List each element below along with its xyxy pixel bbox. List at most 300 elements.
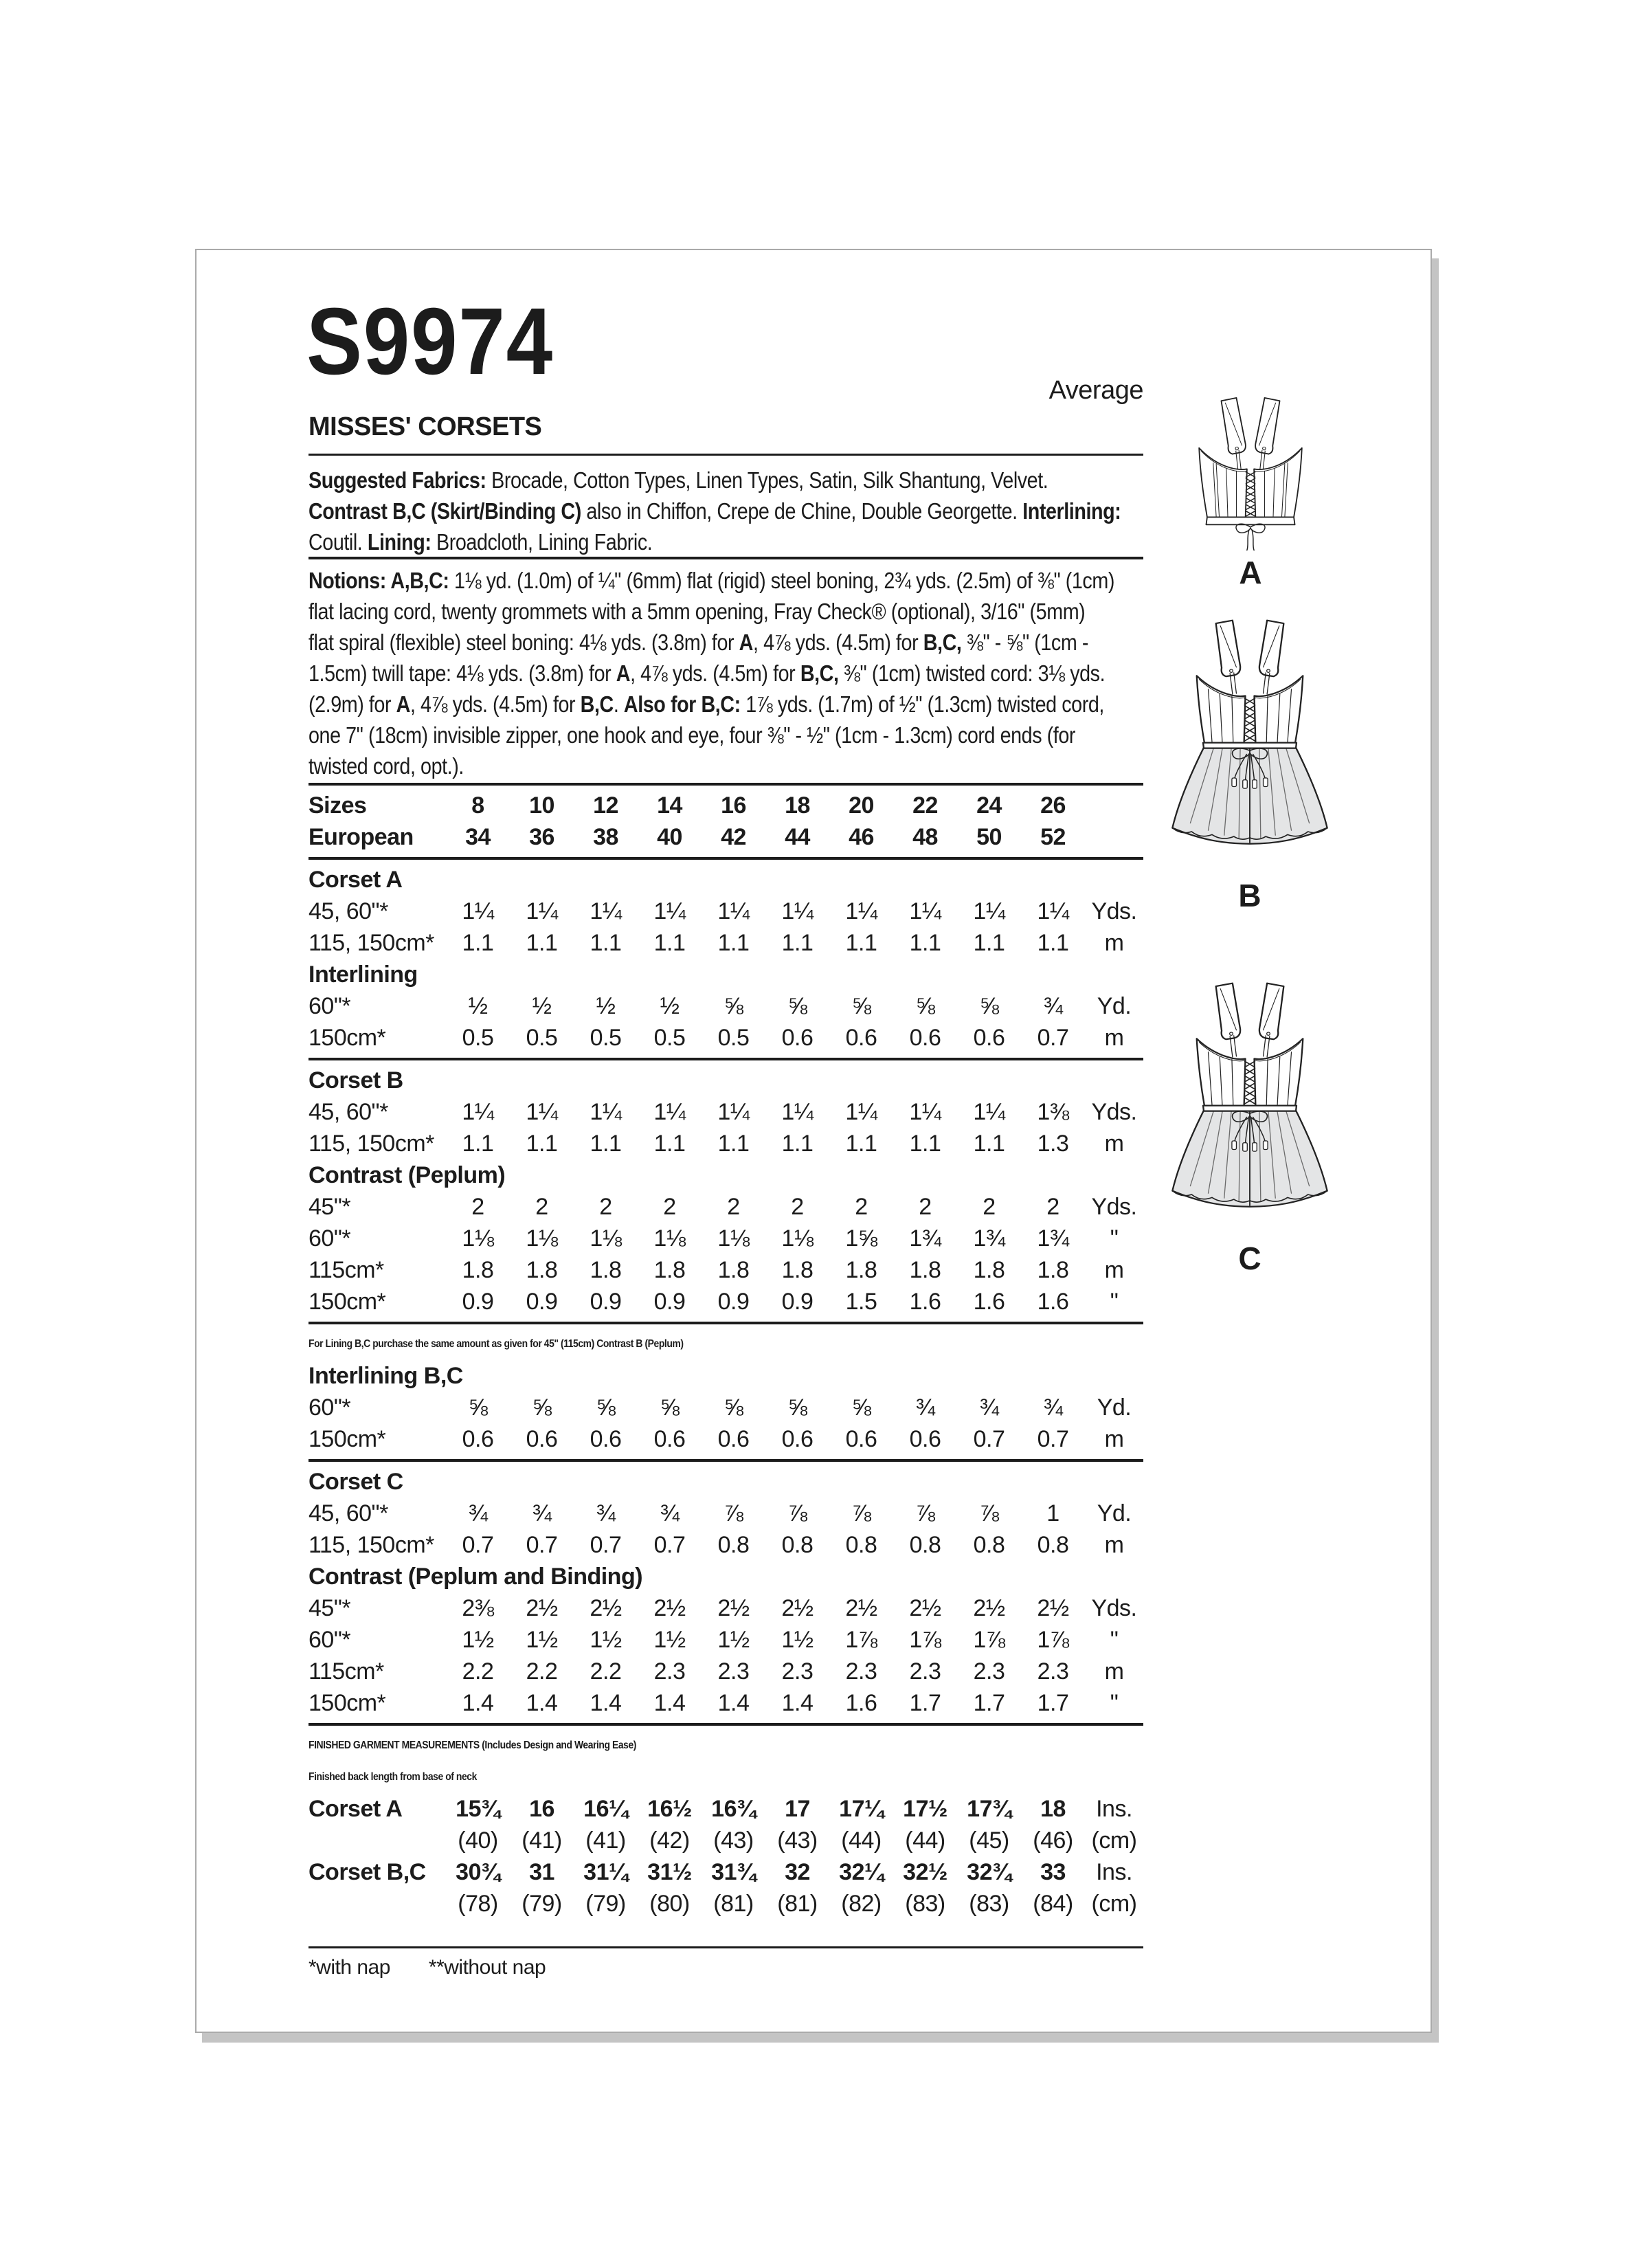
fabrics-divider <box>309 557 1143 559</box>
table-cell: 0.5 <box>717 1024 750 1051</box>
bold-text: B,C <box>580 691 614 717</box>
table-cell: 1½ <box>526 1626 558 1653</box>
table-row <box>309 1254 1143 1286</box>
text: twisted cord, opt.). <box>309 753 464 779</box>
row-label: 45"* <box>309 1594 351 1621</box>
table-cell: 0.8 <box>973 1531 1005 1558</box>
table-cell: 0.6 <box>653 1425 686 1452</box>
row-label: 60"* <box>309 1225 351 1252</box>
unit-cell: m <box>1104 1425 1124 1452</box>
table-cell: 2½ <box>973 1594 1005 1621</box>
table-cell: 2.3 <box>909 1658 941 1685</box>
table-cell: 1⅝ <box>845 1225 877 1252</box>
table-cell: (79) <box>585 1890 626 1917</box>
table-cell: 2.3 <box>845 1658 877 1685</box>
row-label: 150cm* <box>309 1689 386 1716</box>
table-divider <box>309 1723 1143 1726</box>
table-cell: 0.6 <box>973 1024 1005 1051</box>
table-cell: (42) <box>649 1827 690 1854</box>
table-cell: 1⅛ <box>717 1225 750 1252</box>
table-cell: 1¼ <box>526 1098 558 1125</box>
view-a-illustration <box>1190 396 1311 591</box>
table-cell: ¾ <box>1043 1394 1063 1421</box>
table-cell: 1.8 <box>653 1256 686 1283</box>
table-cell: (81) <box>713 1890 754 1917</box>
text: Brocade, Cotton Types, Linen Types, Satin, Silk Shantung, Velvet. <box>486 467 1048 493</box>
bold-text: Suggested Fabrics: <box>309 467 486 493</box>
corset-back-view-drawing <box>1190 396 1311 551</box>
table-cell: 1½ <box>590 1626 622 1653</box>
table-cell: 1¼ <box>717 898 750 924</box>
table-section-header: Corset A <box>309 866 403 893</box>
table-cell: 0.7 <box>526 1531 558 1558</box>
table-cell: 1.8 <box>973 1256 1005 1283</box>
title-divider <box>309 454 1143 456</box>
table-cell: 1.1 <box>653 1130 686 1157</box>
table-row <box>309 1022 1143 1054</box>
table-row <box>309 1825 1143 1856</box>
table-cell: (79) <box>521 1890 562 1917</box>
table-cell: 1.8 <box>781 1256 814 1283</box>
view-c-illustration <box>1157 981 1343 1277</box>
bold-text: Lining: <box>367 529 431 555</box>
table-cell: (43) <box>777 1827 818 1854</box>
table-cell: 1¼ <box>909 1098 941 1125</box>
unit-cell: Yds. <box>1091 1193 1137 1220</box>
text: , 4⅞ yds. (4.5m) for <box>410 691 581 717</box>
unit-cell: " <box>1110 1689 1119 1716</box>
table-cell: 36 <box>529 823 554 850</box>
row-label: 45, 60"* <box>309 898 388 924</box>
table-row <box>309 1656 1143 1687</box>
pattern-envelope-page <box>195 249 1432 2033</box>
table-divider <box>309 783 1143 786</box>
table-cell: 15¾ <box>456 1795 500 1822</box>
bold-text: A <box>396 691 410 717</box>
table-row <box>309 1529 1143 1561</box>
table-note: Finished back length from base of neck <box>309 1771 477 1783</box>
table-cell: 1½ <box>653 1626 686 1653</box>
table-cell: 1.7 <box>1037 1689 1069 1716</box>
table-cell: (84) <box>1033 1890 1073 1917</box>
table-cell: 16 <box>529 1795 554 1822</box>
table-cell: 0.7 <box>1037 1425 1069 1452</box>
table-cell: 1.1 <box>909 1130 941 1157</box>
table-cell: 0.6 <box>717 1425 750 1452</box>
table-cell: 12 <box>593 792 618 819</box>
table-cell: 18 <box>1040 1795 1066 1822</box>
yardage-table <box>309 779 1143 1920</box>
table-cell: 40 <box>657 823 682 850</box>
suggested-fabrics-paragraph <box>309 465 1121 557</box>
table-cell: 0.7 <box>590 1531 622 1558</box>
table-row <box>309 1793 1143 1825</box>
table-cell: 1.4 <box>590 1689 622 1716</box>
table-cell: 1¼ <box>845 1098 877 1125</box>
table-cell: 2.3 <box>717 1658 750 1685</box>
text-line <box>309 596 1114 627</box>
table-cell: ⅝ <box>532 1394 552 1421</box>
table-cell: 0.6 <box>845 1024 877 1051</box>
table-section-header: Interlining B,C <box>309 1362 463 1389</box>
table-cell: 1.1 <box>717 929 750 956</box>
table-cell: ¾ <box>979 1394 999 1421</box>
table-cell: 1.4 <box>462 1689 494 1716</box>
table-section-header: Corset B <box>309 1067 403 1093</box>
view-b-label: B <box>1238 878 1261 913</box>
row-label: 115, 150cm* <box>309 1130 434 1157</box>
table-cell: 38 <box>593 823 618 850</box>
table-cell: 1.1 <box>1037 929 1069 956</box>
table-cell: ⅝ <box>660 1394 680 1421</box>
table-cell: 1.1 <box>781 1130 814 1157</box>
table-cell: (40) <box>458 1827 498 1854</box>
table-cell: 0.6 <box>781 1425 814 1452</box>
table-cell: (80) <box>649 1890 690 1917</box>
table-cell: 30¾ <box>456 1858 500 1885</box>
table-cell: 1⅞ <box>973 1626 1005 1653</box>
table-cell: 1.7 <box>973 1689 1005 1716</box>
table-divider <box>309 1322 1143 1324</box>
table-cell: 1⅛ <box>462 1225 494 1252</box>
text-line <box>309 496 1121 526</box>
table-row <box>309 821 1143 853</box>
table-divider <box>309 1058 1143 1060</box>
unit-cell: Yd. <box>1097 992 1132 1019</box>
text-line <box>309 689 1114 720</box>
table-cell: 33 <box>1040 1858 1066 1885</box>
table-cell: 31½ <box>647 1858 692 1885</box>
table-cell: ⅞ <box>915 1500 935 1526</box>
unit-cell: m <box>1104 1130 1124 1157</box>
table-cell: ¾ <box>468 1500 488 1526</box>
table-cell: 0.6 <box>845 1425 877 1452</box>
table-cell: 32¾ <box>967 1858 1011 1885</box>
table-cell: 1¼ <box>462 898 494 924</box>
table-cell: 1⅛ <box>590 1225 622 1252</box>
table-cell: (46) <box>1033 1827 1073 1854</box>
table-cell: ⅝ <box>851 992 871 1019</box>
bold-text: A <box>739 630 753 655</box>
bold-text: B,C, <box>800 660 839 686</box>
table-cell: 1⅞ <box>845 1626 877 1653</box>
unit-cell: m <box>1104 1024 1124 1051</box>
table-row <box>309 1423 1143 1455</box>
bold-text: Contrast B,C (Skirt/Binding C) <box>309 498 581 524</box>
row-label: 60"* <box>309 1394 351 1421</box>
table-cell: 2 <box>919 1193 932 1220</box>
view-b-illustration <box>1157 619 1343 914</box>
table-cell: 1¼ <box>781 898 814 924</box>
text-line <box>309 627 1114 658</box>
table-cell: ⅝ <box>851 1394 871 1421</box>
table-cell: 2½ <box>526 1594 558 1621</box>
table-cell: ¾ <box>660 1500 680 1526</box>
unit-cell: Yds. <box>1091 1098 1137 1125</box>
table-cell: 1 <box>1046 1500 1059 1526</box>
table-cell: ⅞ <box>851 1500 871 1526</box>
table-cell: 2⅜ <box>462 1594 494 1621</box>
table-cell: 31 <box>529 1858 554 1885</box>
table-cell: 2.3 <box>653 1658 686 1685</box>
table-cell: 0.9 <box>526 1288 558 1315</box>
table-cell: 1.1 <box>653 929 686 956</box>
table-cell: 1.1 <box>526 1130 558 1157</box>
table-cell: 0.6 <box>526 1425 558 1452</box>
table-cell: 1⅞ <box>909 1626 941 1653</box>
table-cell: 1⅛ <box>526 1225 558 1252</box>
text: ⅜" (1cm) twisted cord: 3⅛ yds. <box>838 660 1106 686</box>
table-cell: ⅝ <box>787 992 807 1019</box>
table-cell: 17 <box>785 1795 810 1822</box>
table-cell: ⅝ <box>787 1394 807 1421</box>
table-cell: 0.7 <box>1037 1024 1069 1051</box>
table-cell: (41) <box>585 1827 626 1854</box>
table-cell: 2 <box>599 1193 612 1220</box>
table-cell: 1.1 <box>973 1130 1005 1157</box>
table-cell: (82) <box>841 1890 882 1917</box>
table-cell: 1.8 <box>845 1256 877 1283</box>
table-cell: ¾ <box>1043 992 1063 1019</box>
table-cell: 32 <box>785 1858 810 1885</box>
table-cell: 26 <box>1040 792 1066 819</box>
text: Coutil. <box>309 529 368 555</box>
table-cell: 2½ <box>1037 1594 1069 1621</box>
difficulty-level: Average <box>1048 376 1143 405</box>
table-cell: 0.9 <box>781 1288 814 1315</box>
row-label: 45, 60"* <box>309 1098 388 1125</box>
table-cell: 32½ <box>903 1858 947 1885</box>
row-label: Corset B,C <box>309 1858 426 1885</box>
text: . <box>613 691 624 717</box>
table-cell: (44) <box>905 1827 945 1854</box>
table-cell: 2 <box>727 1193 740 1220</box>
table-cell: 1⅛ <box>781 1225 814 1252</box>
table-cell: (41) <box>521 1827 562 1854</box>
table-cell: 0.5 <box>590 1024 622 1051</box>
table-cell: 1.6 <box>1037 1288 1069 1315</box>
table-cell: 1.1 <box>909 929 941 956</box>
table-cell: 50 <box>976 823 1002 850</box>
table-cell: 1.1 <box>845 1130 877 1157</box>
table-cell: 0.5 <box>526 1024 558 1051</box>
row-label: 115cm* <box>309 1658 384 1685</box>
table-cell: 2.3 <box>781 1658 814 1685</box>
unit-cell: Yd. <box>1097 1394 1132 1421</box>
table-cell: 0.8 <box>909 1531 941 1558</box>
table-row <box>309 990 1143 1022</box>
table-cell: ⅝ <box>468 1394 488 1421</box>
bold-text: A <box>616 660 631 686</box>
table-cell: 2 <box>663 1193 676 1220</box>
table-cell: 2½ <box>909 1594 941 1621</box>
table-row <box>309 927 1143 959</box>
table-cell: 1.6 <box>845 1689 877 1716</box>
table-cell: 1.4 <box>653 1689 686 1716</box>
row-label: 115cm* <box>309 1256 384 1283</box>
table-cell: 0.6 <box>462 1425 494 1452</box>
table-cell: 52 <box>1040 823 1066 850</box>
corset-with-peplum-drawing <box>1157 981 1343 1237</box>
table-cell: 8 <box>471 792 484 819</box>
table-cell: 1.1 <box>845 929 877 956</box>
table-section-header: Contrast (Peplum and Binding) <box>309 1563 643 1590</box>
table-cell: 1.1 <box>717 1130 750 1157</box>
text-line <box>309 465 1121 496</box>
table-cell: 1¼ <box>590 1098 622 1125</box>
table-divider <box>309 1459 1143 1462</box>
table-section-header: Contrast (Peplum) <box>309 1161 506 1188</box>
table-cell: ½ <box>532 992 552 1019</box>
table-cell: 1.1 <box>781 929 814 956</box>
row-label: Sizes <box>309 792 367 819</box>
table-cell: 22 <box>912 792 938 819</box>
table-cell: 1.8 <box>1037 1256 1069 1283</box>
table-row <box>309 1191 1143 1223</box>
table-cell: 17¾ <box>967 1795 1011 1822</box>
table-cell: 2 <box>791 1193 804 1220</box>
table-cell: 2½ <box>590 1594 622 1621</box>
table-cell: 0.6 <box>909 1425 941 1452</box>
table-cell: (78) <box>458 1890 498 1917</box>
row-label: 150cm* <box>309 1425 386 1452</box>
unit-cell: Yds. <box>1091 898 1137 924</box>
table-cell: 0.8 <box>1037 1531 1069 1558</box>
row-label: 45"* <box>309 1193 351 1220</box>
table-cell: 2½ <box>781 1594 814 1621</box>
bold-text: Also for B,C: <box>623 691 741 717</box>
table-section-header: Corset C <box>309 1468 403 1495</box>
row-label: 115, 150cm* <box>309 929 434 956</box>
table-cell: 48 <box>912 823 938 850</box>
unit-cell: Ins. <box>1096 1795 1132 1822</box>
table-row <box>309 790 1143 821</box>
table-cell: 1.8 <box>590 1256 622 1283</box>
table-cell: 1½ <box>781 1626 814 1653</box>
table-cell: 16¾ <box>711 1795 756 1822</box>
pattern-number: S9974 <box>306 289 554 394</box>
unit-cell: " <box>1110 1225 1119 1252</box>
table-cell: 2½ <box>845 1594 877 1621</box>
table-cell: 1⅜ <box>1037 1098 1069 1125</box>
table-cell: ⅝ <box>723 1394 743 1421</box>
table-cell: 1⅛ <box>653 1225 686 1252</box>
table-cell: 1.3 <box>1037 1130 1069 1157</box>
table-cell: 0.6 <box>909 1024 941 1051</box>
unit-cell: (cm) <box>1091 1890 1137 1917</box>
text-line <box>309 658 1114 689</box>
text: 1⅛ yd. (1.0m) of ¼" (6mm) flat (rigid) steel boning, 2¾ yds. (2.5m) of ⅜" (1cm) <box>449 568 1114 593</box>
footnote-with-nap: *with nap <box>309 1956 390 1979</box>
table-cell: 1¾ <box>909 1225 941 1252</box>
table-cell: 0.6 <box>781 1024 814 1051</box>
footnote-divider <box>309 1946 1143 1948</box>
text: 1.5cm) twill tape: 4⅛ yds. (3.8m) for <box>309 660 616 686</box>
unit-cell: Yds. <box>1091 1594 1137 1621</box>
table-row <box>309 1498 1143 1529</box>
table-cell: 0.7 <box>462 1531 494 1558</box>
unit-cell: Yd. <box>1097 1500 1132 1526</box>
table-cell: ⅞ <box>787 1500 807 1526</box>
table-cell: 1¾ <box>973 1225 1005 1252</box>
text: , 4⅞ yds. (4.5m) for <box>630 660 800 686</box>
view-c-label: C <box>1238 1241 1261 1276</box>
bold-text: B,C, <box>923 630 962 655</box>
table-cell: 44 <box>785 823 810 850</box>
footnote <box>309 1956 584 1979</box>
table-cell: 1.1 <box>462 1130 494 1157</box>
unit-cell: (cm) <box>1091 1827 1137 1854</box>
view-a-label: A <box>1239 555 1262 590</box>
table-cell: 0.7 <box>973 1425 1005 1452</box>
garment-title: MISSES' CORSETS <box>309 412 542 441</box>
table-note: FINISHED GARMENT MEASUREMENTS (Includes Design and Wearing Ease) <box>309 1739 636 1751</box>
table-note: For Lining B,C purchase the same amount as given for 45" (115cm) Contrast B (Peplum) <box>309 1338 684 1350</box>
table-cell: 2 <box>983 1193 996 1220</box>
table-cell: ⅞ <box>979 1500 999 1526</box>
unit-cell: m <box>1104 1658 1124 1685</box>
table-cell: 1¼ <box>909 898 941 924</box>
table-cell: 31¼ <box>583 1858 628 1885</box>
table-cell: (81) <box>777 1890 818 1917</box>
table-cell: 16½ <box>647 1795 692 1822</box>
table-cell: 1.8 <box>526 1256 558 1283</box>
corset-with-peplum-drawing <box>1157 619 1343 874</box>
table-cell: 20 <box>849 792 874 819</box>
table-cell: 16¼ <box>583 1795 628 1822</box>
table-cell: 0.8 <box>845 1531 877 1558</box>
table-cell: (83) <box>905 1890 945 1917</box>
table-cell: 1¾ <box>1037 1225 1069 1252</box>
row-label: 60"* <box>309 1626 351 1653</box>
table-cell: 1.8 <box>462 1256 494 1283</box>
table-cell: 1¼ <box>973 898 1005 924</box>
table-cell: ¾ <box>596 1500 616 1526</box>
text: one 7" (18cm) invisible zipper, one hook and eye, four ⅜" - ½" (1cm - 1.3cm) cord ends (for <box>309 722 1075 748</box>
table-cell: ¾ <box>915 1394 935 1421</box>
table-cell: ⅝ <box>915 992 935 1019</box>
text: flat lacing cord, twenty grommets with a 5mm opening, Fray Check® (optional), 3/16" (5mm) <box>309 599 1086 624</box>
table-cell: 1¼ <box>781 1098 814 1125</box>
table-section-header: Interlining <box>309 961 418 988</box>
table-cell: 1¼ <box>590 898 622 924</box>
table-cell: ½ <box>596 992 616 1019</box>
footnote-without-nap: **without nap <box>428 1956 546 1979</box>
table-cell: (45) <box>969 1827 1009 1854</box>
table-cell: ⅞ <box>723 1500 743 1526</box>
table-cell: 2.3 <box>973 1658 1005 1685</box>
table-cell: 0.5 <box>462 1024 494 1051</box>
table-cell: 1.8 <box>717 1256 750 1283</box>
table-cell: 1.1 <box>590 1130 622 1157</box>
table-cell: 0.9 <box>462 1288 494 1315</box>
table-cell: 2 <box>855 1193 868 1220</box>
text: 1⅞ yds. (1.7m) of ½" (1.3cm) twisted cord, <box>740 691 1104 717</box>
table-row <box>309 1888 1143 1920</box>
table-cell: 0.8 <box>781 1531 814 1558</box>
table-cell: ½ <box>468 992 488 1019</box>
table-cell: 1¼ <box>653 1098 686 1125</box>
unit-cell: Ins. <box>1096 1858 1132 1885</box>
table-cell: 2 <box>471 1193 484 1220</box>
table-cell: 18 <box>785 792 810 819</box>
row-label: 45, 60"* <box>309 1500 388 1526</box>
table-cell: 32¼ <box>839 1858 884 1885</box>
text-line <box>309 526 1121 557</box>
table-cell: 14 <box>657 792 682 819</box>
table-cell: 24 <box>976 792 1002 819</box>
table-row <box>309 1392 1143 1423</box>
